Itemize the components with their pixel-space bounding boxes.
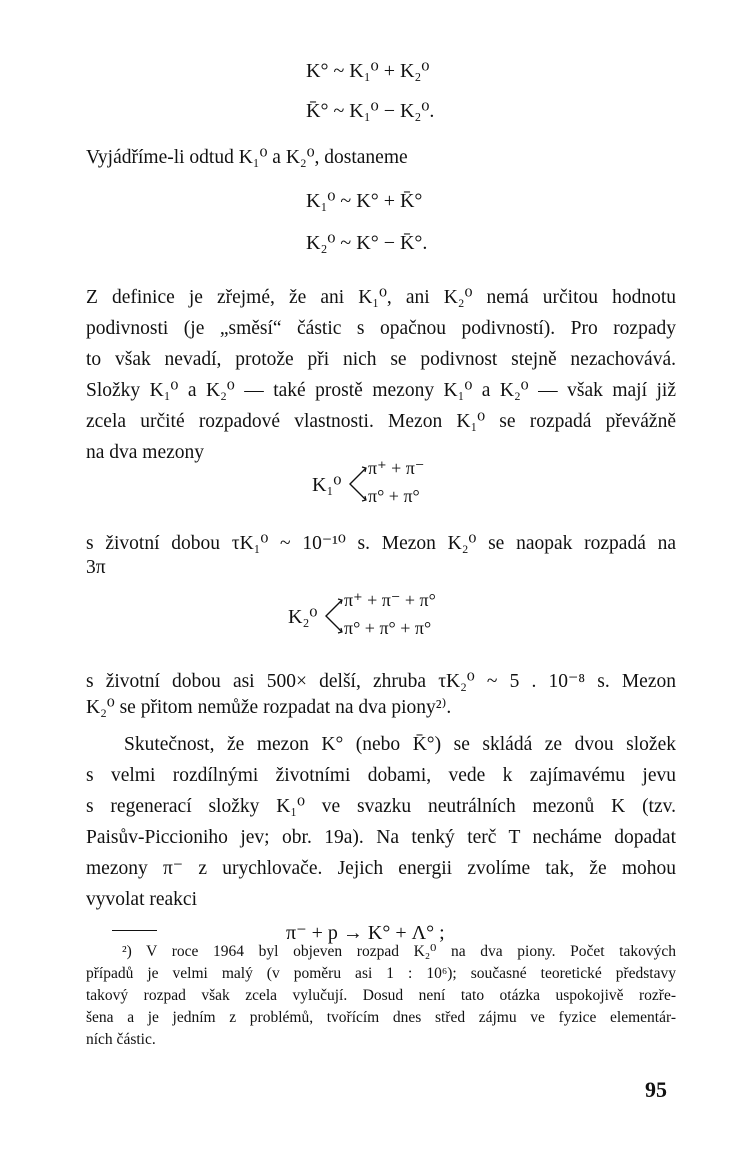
equation-k1: K₁⁰ ~ K° + K̄° [306,190,423,212]
equation-reaction: π⁻ + p → K° + Λ° ; [286,922,445,944]
paragraph-line: to však nevadí, protože při nich se podivnost stejně nezachovává. [86,349,676,370]
paragraph-line: s regenerací složky K₁⁰ ve svazku neutrálních mezonů K (tzv. [86,796,676,817]
decay-products-bottom: π° + π° + π° [344,618,432,638]
paragraph-line: zcela určité rozpadové vlastnosti. Mezon K₁⁰ se rozpadá převážně [86,411,676,432]
equation-k0-bar: K̄° ~ K₁⁰ − K₂⁰. [306,100,435,122]
footnote-line: takový rozpad však zcela vylučují. Dosud není tato otázka uspokojivě rozře- [86,987,676,1004]
intro-text: Vyjádříme-li odtud K₁⁰ a K₂⁰, dostaneme [86,147,408,168]
decay-scheme-k2 [288,590,488,650]
decay-scheme-k1 [312,458,472,518]
equation-k0: K° ~ K₁⁰ + K₂⁰ [306,60,430,82]
paragraph-line: podivnosti (je „směsí“ částic s opačnou podivností). Pro rozpady [86,318,676,339]
footnote-line: ²) V roce 1964 byl objeven rozpad K₂⁰ na dva piony. Počet takových [122,943,676,960]
paragraph-line: s životní dobou τK₁⁰ ~ 10⁻¹⁰ s. Mezon K₂⁰ se naopak rozpadá na [86,533,676,554]
page-number: 95 [645,1077,667,1102]
decay-products-top: π⁺ + π⁻ [368,458,425,478]
footnote-line: případů je velmi malý (v poměru asi 1 : 10⁶); současné teoretické představy [86,965,676,982]
paragraph-line: K₂⁰ se přitom nemůže rozpadat na dva piony²⁾. [86,697,452,718]
paragraph-line: s velmi rozdílnými životními dobami, vede k zajímavému jevu [86,765,676,786]
paragraph-line: 3π [86,557,106,578]
paragraph-line: Paisův-Piccioniho jev; obr. 19a). Na tenký terč T necháme dopadat [86,827,676,848]
footnote-line: ních částic. [86,1031,156,1048]
footnote-divider [112,930,157,931]
paragraph-line: Skutečnost, že mezon K° (nebo K̄°) se skládá ze dvou složek [124,734,676,755]
decay-products-bottom: π° + π° [368,486,420,506]
equation-k2: K₂⁰ ~ K° − K̄°. [306,232,428,254]
paragraph-line: na dva mezony [86,442,205,463]
decay-label: K₂⁰ [288,606,318,628]
paragraph-line: Složky K₁⁰ a K₂⁰ — také prostě mezony K₁⁰ a K₂⁰ — však mají již [86,380,676,401]
footnote-line: šena a je jedním z problémů, tvořícím dnes střed zájmu ve fyzice elementár- [86,1009,676,1026]
decay-label: K₁⁰ [312,474,342,496]
branch-arrow-icon [320,594,346,638]
branch-arrow-icon [344,462,370,506]
decay-products-top: π⁺ + π⁻ + π° [344,590,436,610]
paragraph-line: vyvolat reakci [86,889,197,910]
paragraph-line: s životní dobou asi 500× delší, zhruba τK₂⁰ ~ 5 . 10⁻⁸ s. Mezon [86,671,676,692]
paragraph-line: Z definice je zřejmé, že ani K₁⁰, ani K₂⁰ nemá určitou hodnotu [86,287,676,308]
paragraph-line: mezony π⁻ z urychlovače. Jejich energii zvolíme tak, že mohou [86,858,676,879]
